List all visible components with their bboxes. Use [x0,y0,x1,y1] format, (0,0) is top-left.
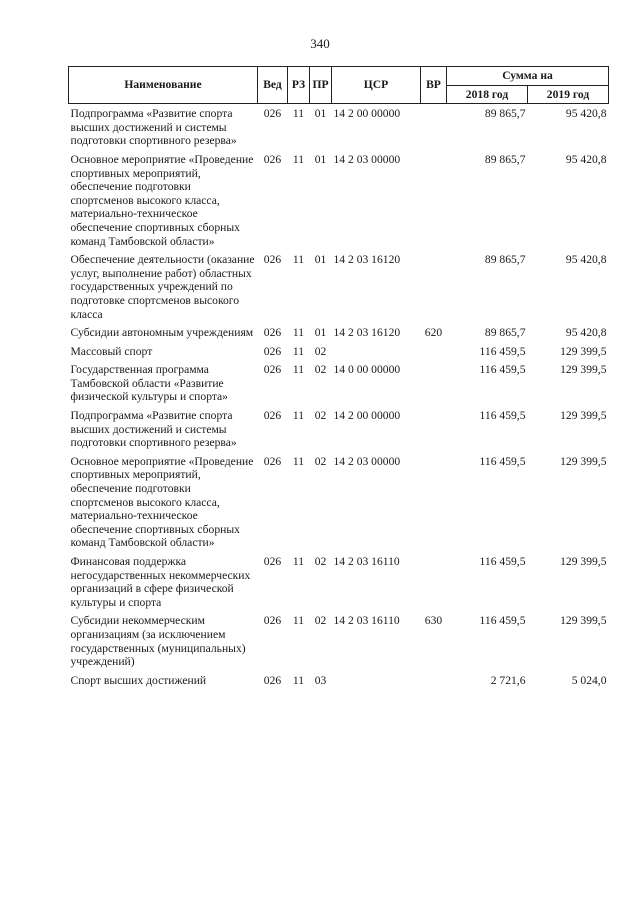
row-pr: 02 [314,344,327,358]
row-sum-2019: 129 399,5 [560,454,607,468]
table-header [69,67,609,104]
row-rz: 11 [292,107,305,121]
row-rz: 11 [292,409,305,423]
header-year-2018: 2018 год [447,85,528,104]
row-sum-2018: 116 459,5 [479,454,526,468]
row-pr: 01 [314,326,327,340]
table-row [69,104,609,150]
header-name: Наименование [69,67,258,104]
table-body [69,104,609,690]
table-row [69,323,609,342]
row-pr: 02 [314,409,327,423]
table-row [69,250,609,323]
row-rz: 11 [292,454,305,468]
row-ved: 026 [263,409,282,423]
row-name: Спорт высших достижений [70,673,207,687]
table-row [69,342,609,361]
row-sum-2018: 116 459,5 [479,614,526,628]
row-name: Подпрограмма «Развитие спорта высших достижений и системы подготовки спортивного резерва» [70,107,237,148]
row-csr: 14 2 03 00000 [333,454,401,468]
row-vr [421,552,447,611]
table-row [69,452,609,552]
row-vr [421,406,447,452]
row-vr: 630 [424,614,443,628]
row-sum-2018: 89 865,7 [484,253,526,267]
row-ved: 026 [263,326,282,340]
header-pr: ПР [310,67,332,104]
header-year-2019: 2019 год [528,85,609,104]
row-pr: 02 [314,614,327,628]
row-name: Основное мероприятие «Проведение спортивных мероприятий, обеспечение подготовки спортсменов высокого класса, материально-техническое обеспечение спортивных сборных команд Тамбовской области» [70,152,254,248]
row-vr [421,671,447,690]
row-ved: 026 [263,107,282,121]
row-sum-2019: 129 399,5 [560,363,607,377]
header-vr: ВР [421,67,447,104]
table-row [69,406,609,452]
row-sum-2018: 116 459,5 [479,344,526,358]
row-rz: 11 [292,363,305,377]
page-number: 340 [310,36,330,51]
row-sum-2018: 2 721,6 [490,673,526,687]
row-ved: 026 [263,555,282,568]
table-row [69,552,609,611]
row-csr: 14 0 00 00000 [333,363,401,377]
row-csr: 14 2 03 16120 [333,253,401,267]
row-sum-2019: 129 399,5 [560,409,607,423]
row-pr: 03 [314,673,327,687]
header-ved: Вед [258,67,288,104]
row-ved: 026 [263,673,282,687]
row-pr: 01 [314,152,327,166]
row-sum-2019: 129 399,5 [560,344,607,358]
row-name: Государственная программа Тамбовской области «Развитие физической культуры и спорта» [70,363,228,404]
row-sum-2019: 95 420,8 [565,326,607,340]
row-csr: 14 2 03 16120 [333,326,401,340]
row-pr: 01 [314,107,327,121]
row-rz: 11 [292,555,305,568]
header-csr: ЦСР [332,67,421,104]
row-csr: 14 2 03 16110 [333,555,400,568]
row-name: Субсидии некоммерческим организациям (за исключением государственных (муниципальных) учреждений) [70,614,246,669]
row-sum-2018: 89 865,7 [484,107,526,121]
table-row [69,150,609,250]
row-sum-2018: 116 459,5 [479,555,526,568]
row-vr [421,452,447,552]
row-csr [332,671,421,690]
row-csr: 14 2 03 16110 [333,614,400,628]
row-sum-2019: 95 420,8 [565,107,607,121]
row-vr [421,250,447,323]
row-sum-2019: 95 420,8 [565,253,607,267]
row-name: Финансовая поддержка негосударственных некоммерческих организаций в сфере физической культуры и спорта [70,555,251,609]
row-csr [332,342,421,361]
row-ved: 026 [263,152,282,166]
row-sum-2019: 95 420,8 [565,152,607,166]
row-rz: 11 [292,614,305,628]
table-row [69,671,609,690]
row-ved: 026 [263,614,282,628]
row-csr: 14 2 03 00000 [333,152,401,166]
row-pr: 02 [314,363,327,377]
table-row [69,611,609,670]
row-name: Основное мероприятие «Проведение спортивных мероприятий, обеспечение подготовки спортсменов высокого класса, материально-техническое обеспечение спортивных сборных команд Тамбовской области» [70,454,254,550]
table-row [69,360,609,406]
row-ved: 026 [263,363,282,377]
row-sum-2019: 129 399,5 [560,614,607,628]
row-sum-2018: 116 459,5 [479,363,526,377]
row-sum-2019: 129 399,5 [560,555,607,568]
header-rz: РЗ [288,67,310,104]
row-csr: 14 2 00 00000 [333,409,401,423]
row-rz: 11 [292,673,305,687]
row-name: Массовый спорт [70,344,153,358]
row-rz: 11 [292,253,305,267]
row-ved: 026 [263,454,282,468]
row-vr [421,360,447,406]
row-vr [421,104,447,150]
row-rz: 11 [292,326,305,340]
row-rz: 11 [292,344,305,358]
row-pr: 02 [314,454,327,468]
row-sum-2018: 89 865,7 [484,152,526,166]
row-ved: 026 [263,253,282,267]
row-sum-2018: 89 865,7 [484,326,526,340]
header-sum-group: Сумма на [447,67,609,86]
row-pr: 02 [314,555,327,568]
row-pr: 01 [314,253,327,267]
row-csr: 14 2 00 00000 [333,107,401,121]
row-name: Подпрограмма «Развитие спорта высших достижений и системы подготовки спортивного резерва» [70,409,237,450]
row-ved: 026 [263,344,282,358]
row-sum-2019: 5 024,0 [571,673,607,687]
row-rz: 11 [292,152,305,166]
row-sum-2018: 116 459,5 [479,409,526,423]
row-vr [421,342,447,361]
row-vr: 620 [424,326,443,340]
row-vr [421,150,447,250]
budget-table [68,66,609,689]
row-name: Субсидии автономным учреждениям [70,326,254,340]
row-name: Обеспечение деятельности (оказание услуг, выполнение работ) областных государственных учреждений по подготовке спортсменов высокого класса [70,253,255,321]
